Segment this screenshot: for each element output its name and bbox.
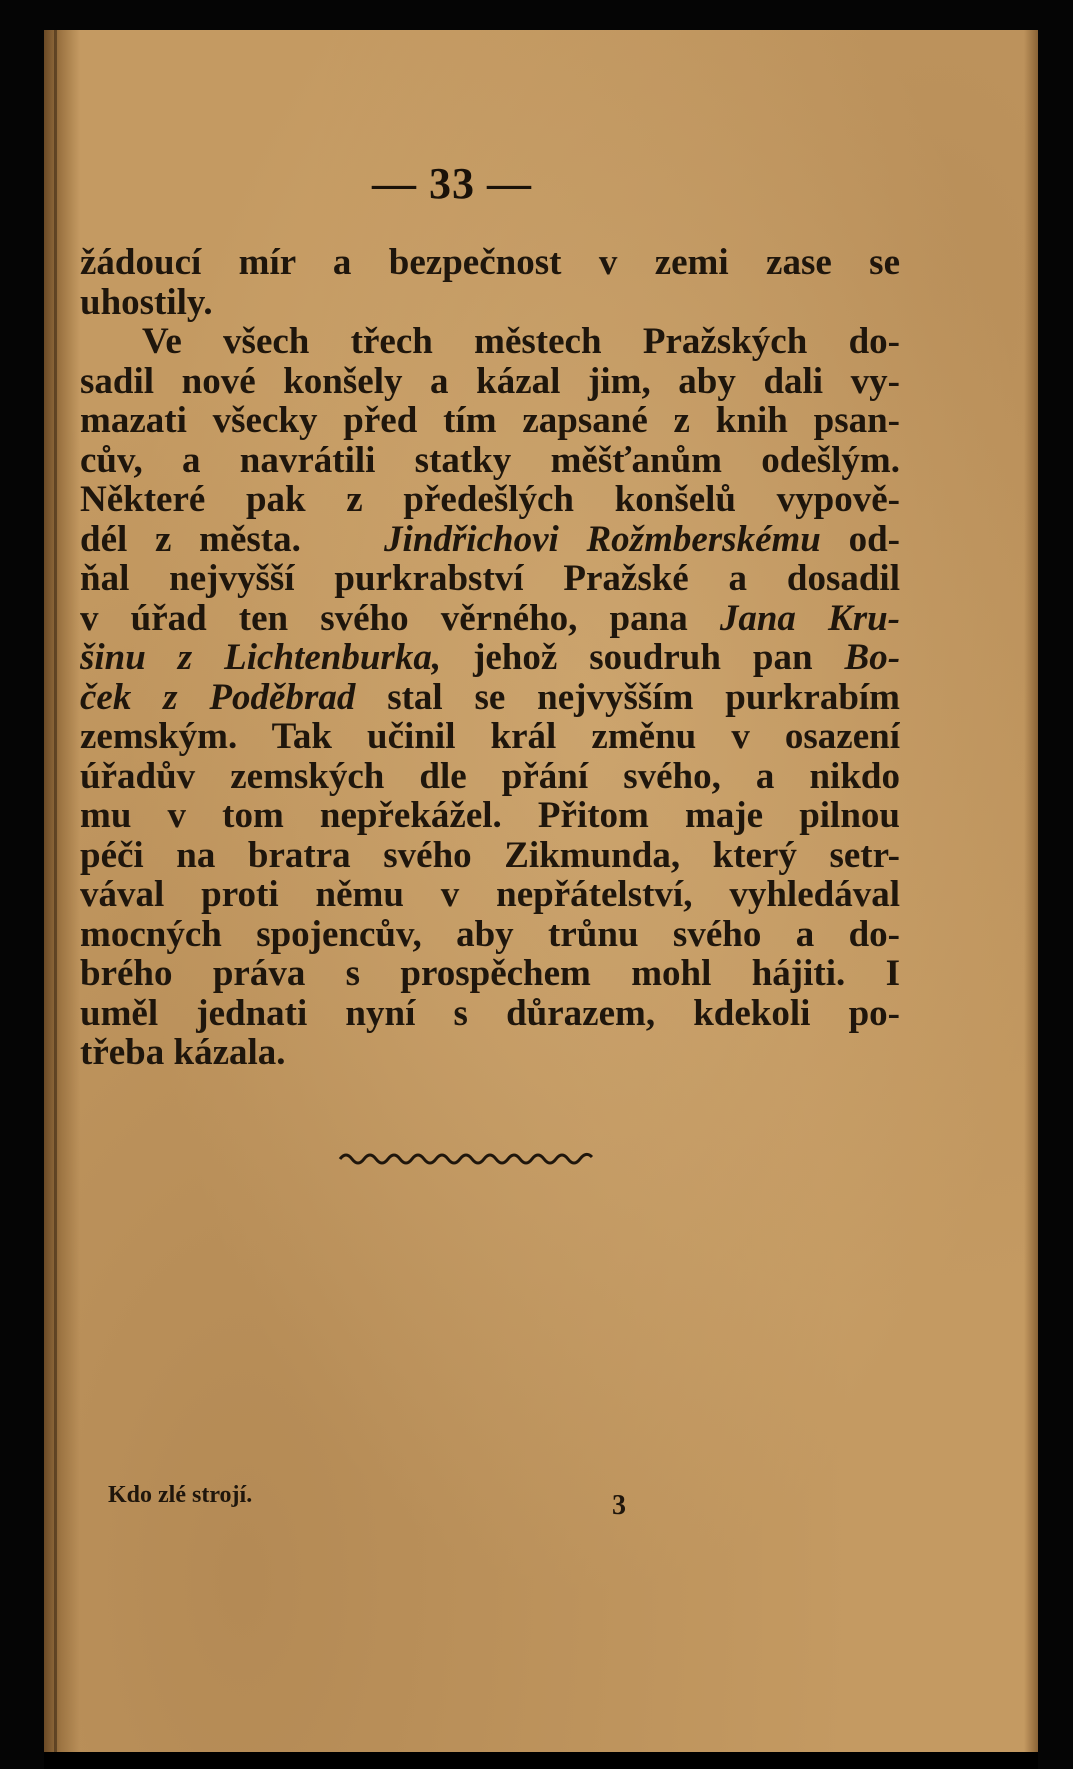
text-line-mixed <box>80 520 900 560</box>
text-line: zemským. Tak učinil král změnu v osazení <box>80 717 900 757</box>
footer-sheet-number: 3 <box>612 1490 626 1521</box>
text-line: brého práva s prospěchem mohl hájiti. I <box>80 954 900 994</box>
text-line: úřadův zemských dle přání svého, a nikdo <box>80 756 900 796</box>
text-fragment: dél z města. <box>80 519 301 559</box>
text-fragment: jehož soudruh pan <box>473 638 813 678</box>
ornament-squiggle <box>340 1154 592 1163</box>
italic-name: Jana Kru- <box>719 598 900 638</box>
text-line: ňal nejvyšší purkrabství Pražské a dosadil <box>80 559 900 599</box>
text-line: cův, a navrátili statky měšťanům odešlým. <box>80 440 900 480</box>
text-fragment: stal se nejvyšším purkrabím <box>387 677 900 717</box>
text-line: mazati všecky před tím zapsané z knih psan- <box>80 401 900 441</box>
text-line-mixed <box>80 599 900 639</box>
text-line: uhostily. <box>80 282 213 322</box>
body-text <box>80 243 900 1073</box>
binding-edge <box>54 30 57 1752</box>
italic-name: Jindřichovi Rožmberskému <box>384 519 821 559</box>
text-line: péči na bratra svého Zikmunda, který setr- <box>80 835 900 875</box>
page-right-edge <box>1024 30 1038 1752</box>
text-fragment: v úřad ten svého věrného, pana <box>80 598 688 638</box>
text-line: Některé pak z předešlých konšelů vypově- <box>80 480 900 520</box>
text-line-mixed <box>80 678 900 718</box>
text-line: žádoucí mír a bezpečnost v zemi zase se <box>80 243 900 283</box>
italic-name: ček z Poděbrad <box>80 677 356 717</box>
page-gutter <box>44 30 80 1752</box>
italic-name: Bo- <box>844 638 900 678</box>
text-line-mixed <box>80 638 900 678</box>
text-line: třeba kázala. <box>80 1033 286 1073</box>
scan-bottom-border <box>44 1752 1038 1769</box>
text-line: sadil nové konšely a kázal jim, aby dali vy- <box>80 361 900 401</box>
text-line: mu v tom nepřekážel. Přitom maje pilnou <box>80 796 900 836</box>
text-line: Ve všech třech městech Pražských do- <box>142 322 900 362</box>
footer-signature: Kdo zlé strojí. <box>108 1482 253 1508</box>
ornament-divider <box>338 1147 594 1169</box>
text-line: uměl jednati nyní s důrazem, kdekoli po- <box>80 993 900 1033</box>
text-line: vával proti němu v nepřátelství, vyhledával <box>80 875 900 915</box>
page-number: — 33 — <box>372 159 532 208</box>
italic-name: šinu z Lichtenburka, <box>80 638 442 678</box>
text-line: mocných spojencův, aby trůnu svého a do- <box>80 914 900 954</box>
text-fragment: od- <box>848 519 900 559</box>
